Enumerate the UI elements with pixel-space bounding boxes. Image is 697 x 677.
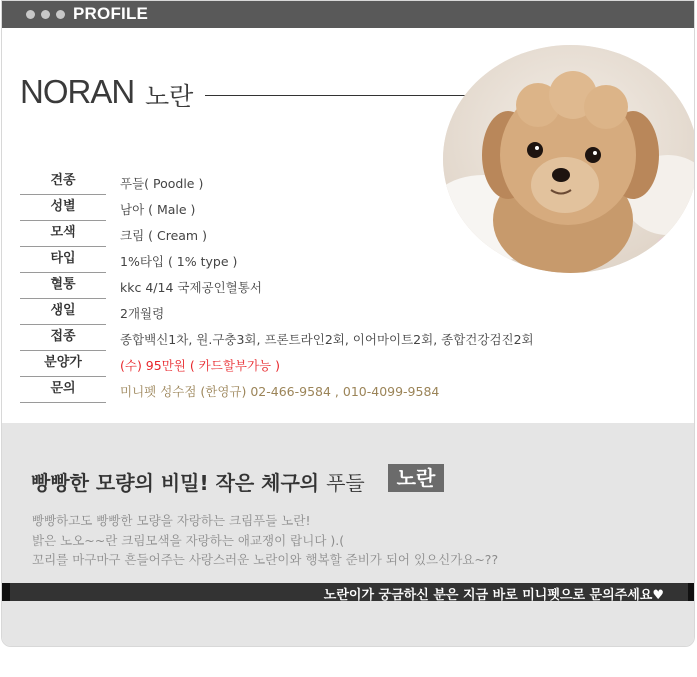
header-dot-icon xyxy=(41,10,50,19)
info-row-gender xyxy=(20,196,540,222)
info-label: 성별 xyxy=(20,196,106,221)
description-title-light: 푸들 xyxy=(326,471,365,495)
title-divider xyxy=(205,95,472,96)
description-title xyxy=(31,467,365,496)
profile-card xyxy=(1,0,695,647)
info-row-vaccination xyxy=(20,326,540,352)
name-badge: 노란 xyxy=(388,464,444,492)
banner-text: 노란이가 궁금하신 분은 지금 바로 미니펫으로 문의주세요♥ xyxy=(323,588,664,603)
info-value: 남아 ( Male ) xyxy=(120,202,196,217)
info-row-contact xyxy=(20,378,540,404)
banner-edge xyxy=(688,583,695,601)
info-row-price xyxy=(20,352,540,378)
description-line: 꼬리를 마구마구 흔들어주는 사랑스러운 노란이와 행복할 준비가 되어 있으신가요~?? xyxy=(32,552,499,567)
info-value: 2개월령 xyxy=(120,306,165,321)
header-dot-icon xyxy=(26,10,35,19)
description-line: 빵빵하고도 빵빵한 모량을 자랑하는 크림푸들 노란! xyxy=(32,513,311,528)
info-row-breed xyxy=(20,170,540,196)
info-value: kkc 4/14 국제공인혈통서 xyxy=(120,280,262,295)
contact-banner xyxy=(2,583,695,601)
info-value-contact: 미니펫 성수점 (한영규) 02-466-9584 , 010-4099-9584 xyxy=(120,384,440,399)
info-label: 혈통 xyxy=(20,274,106,299)
info-value: 크림 ( Cream ) xyxy=(120,228,207,243)
info-label: 견종 xyxy=(20,170,106,195)
header-dot-icon xyxy=(56,10,65,19)
info-row-color xyxy=(20,222,540,248)
info-value: 1%타입 ( 1% type ) xyxy=(120,254,238,269)
info-label: 문의 xyxy=(20,378,106,403)
profile-header xyxy=(2,1,695,28)
description-line: 밝은 노오~~란 크림모색을 자랑하는 애교쟁이 랍니다 ).( xyxy=(32,533,345,548)
info-value-price: (수) 95만원 ( 카드할부가능 ) xyxy=(120,358,280,373)
info-value: 푸들( Poodle ) xyxy=(120,176,204,191)
header-title: PROFILE xyxy=(73,4,149,23)
info-label: 모색 xyxy=(20,222,106,247)
info-label: 분양가 xyxy=(20,352,106,377)
dog-name-english: NORAN xyxy=(20,73,135,110)
info-label: 접종 xyxy=(20,326,106,351)
info-row-type xyxy=(20,248,540,274)
info-row-pedigree xyxy=(20,274,540,300)
info-label: 타입 xyxy=(20,248,106,273)
info-row-birth xyxy=(20,300,540,326)
info-label: 생일 xyxy=(20,300,106,325)
info-value: 종합백신1차, 원.구충3회, 프론트라인2회, 이어마이트2회, 종합건강검진2회 xyxy=(120,332,534,347)
banner-edge xyxy=(2,583,10,601)
description-title-bold: 빵빵한 모량의 비밀! 작은 체구의 xyxy=(31,471,320,495)
dog-name-korean: 노란 xyxy=(145,82,194,111)
